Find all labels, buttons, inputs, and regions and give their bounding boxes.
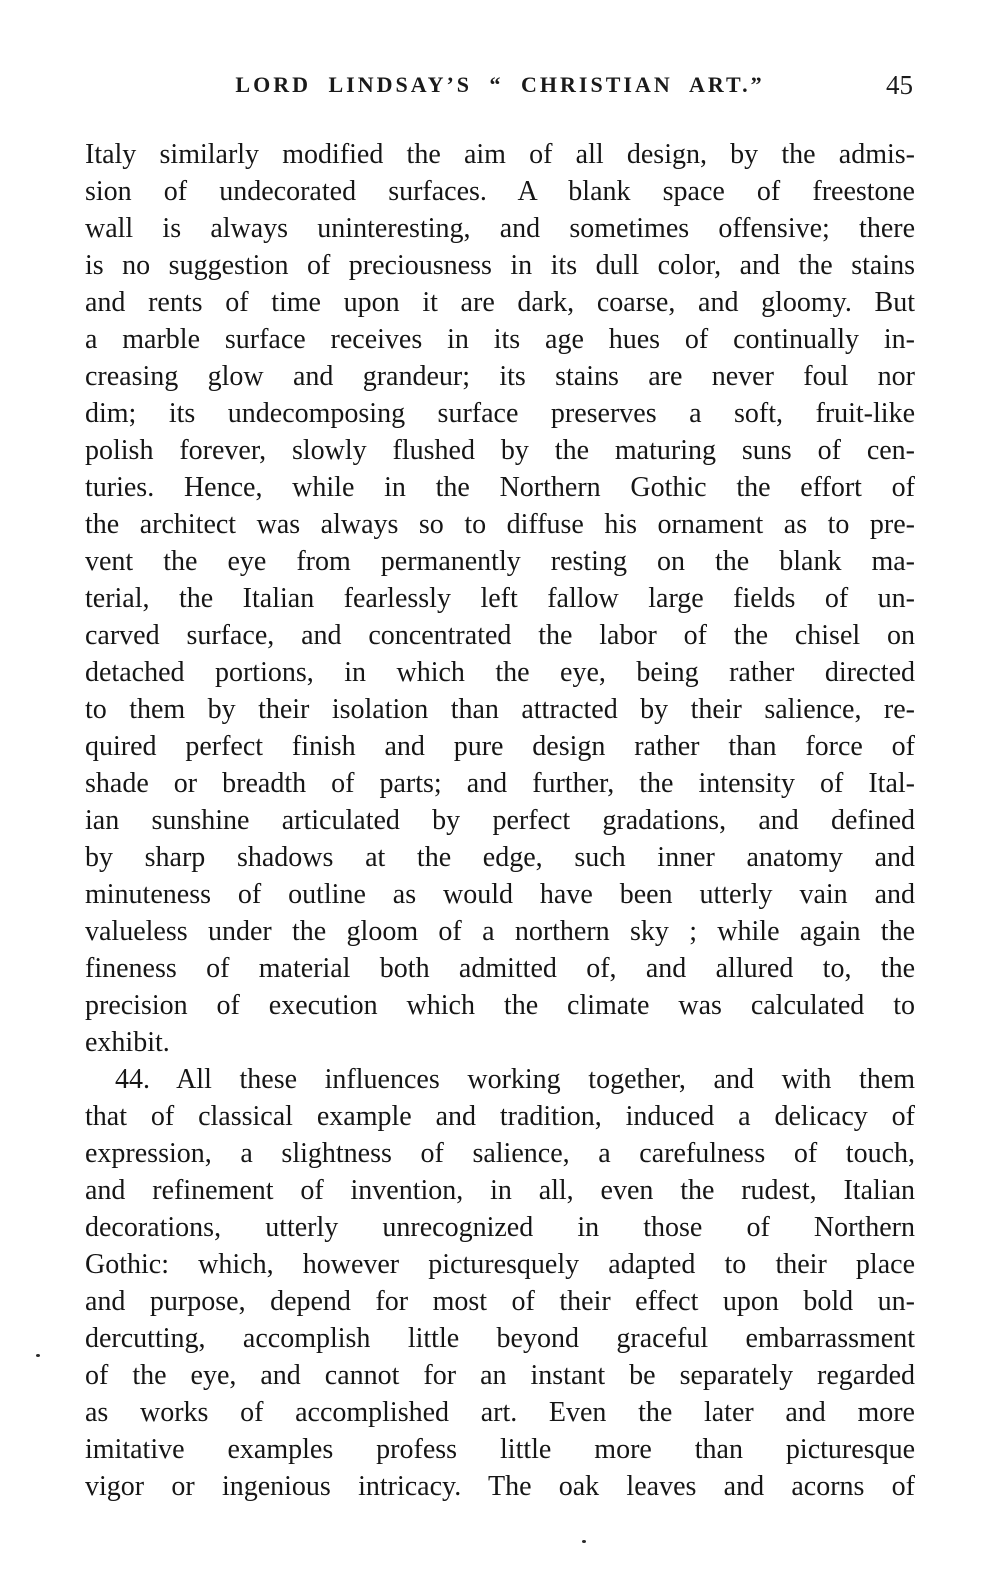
- text-line: to them by their isolation than attracted by their salience, re-: [85, 694, 915, 725]
- text-line: quired perfect finish and pure design rather than force of: [85, 731, 915, 762]
- scan-speck-bottom: [582, 1540, 586, 1543]
- text-line: expression, a slightness of salience, a carefulness of touch,: [85, 1138, 915, 1169]
- paragraph: [85, 1061, 915, 1505]
- text-line: minuteness of outline as would have been utterly vain and: [85, 879, 915, 910]
- text-line: vigor or ingenious intricacy. The oak leaves and acorns of: [85, 1471, 915, 1502]
- scan-speck-left-margin: [36, 1354, 40, 1357]
- text-line: ian sunshine articulated by perfect gradations, and defined: [85, 805, 915, 836]
- text-line: terial, the Italian fearlessly left fallow large fields of un-: [85, 583, 915, 614]
- text-line: and purpose, depend for most of their effect upon bold un-: [85, 1286, 915, 1317]
- text-line: wall is always uninteresting, and sometimes offensive; there: [85, 213, 915, 244]
- running-title: LORD LINDSAY’S “ CHRISTIAN ART.”: [235, 72, 765, 97]
- text-line: sion of undecorated surfaces. A blank space of freestone: [85, 176, 915, 207]
- text-line: that of classical example and tradition, induced a delicacy of: [85, 1101, 915, 1132]
- paragraph: [85, 136, 915, 1061]
- text-line: carved surface, and concentrated the labor of the chisel on: [85, 620, 915, 651]
- text-line: as works of accomplished art. Even the later and more: [85, 1397, 915, 1428]
- text-line: valueless under the gloom of a northern sky ; while again the: [85, 916, 915, 947]
- text-line: of the eye, and cannot for an instant be separately regarded: [85, 1360, 915, 1391]
- text-line: and rents of time upon it are dark, coarse, and gloomy. But: [85, 287, 915, 318]
- page-header: [85, 70, 915, 104]
- text-line: decorations, utterly unrecognized in those of Northern: [85, 1212, 915, 1243]
- text-line: is no suggestion of preciousness in its dull color, and the stains: [85, 250, 915, 281]
- text-line: dim; its undecomposing surface preserves a soft, fruit-like: [85, 398, 915, 429]
- text-line: vent the eye from permanently resting on the blank ma-: [85, 546, 915, 577]
- text-line: detached portions, in which the eye, being rather directed: [85, 657, 915, 688]
- text-line: polish forever, slowly flushed by the maturing suns of cen-: [85, 435, 915, 466]
- text-line: and refinement of invention, in all, even the rudest, Italian: [85, 1175, 915, 1206]
- text-line: the architect was always so to diffuse his ornament as to pre-: [85, 509, 915, 540]
- text-line: fineness of material both admitted of, and allured to, the: [85, 953, 915, 984]
- text-line: 44. All these influences working together, and with them: [115, 1064, 915, 1095]
- page-number: 45: [886, 70, 913, 100]
- text-line: by sharp shadows at the edge, such inner anatomy and: [85, 842, 915, 873]
- text-line: shade or breadth of parts; and further, the intensity of Ital-: [85, 768, 915, 799]
- text-line: Gothic: which, however picturesquely adapted to their place: [85, 1249, 915, 1280]
- text-line: turies. Hence, while in the Northern Gothic the effort of: [85, 472, 915, 503]
- page-body: [85, 136, 915, 1505]
- text-line: Italy similarly modified the aim of all design, by the admis-: [85, 139, 915, 170]
- text-line: exhibit.: [85, 1027, 170, 1058]
- text-line: precision of execution which the climate was calculated to: [85, 990, 915, 1021]
- text-line: dercutting, accomplish little beyond graceful embarrassment: [85, 1323, 915, 1354]
- text-line: a marble surface receives in its age hues of continually in-: [85, 324, 915, 355]
- text-line: imitative examples profess little more than picturesque: [85, 1434, 915, 1465]
- text-line: creasing glow and grandeur; its stains are never foul nor: [85, 361, 915, 392]
